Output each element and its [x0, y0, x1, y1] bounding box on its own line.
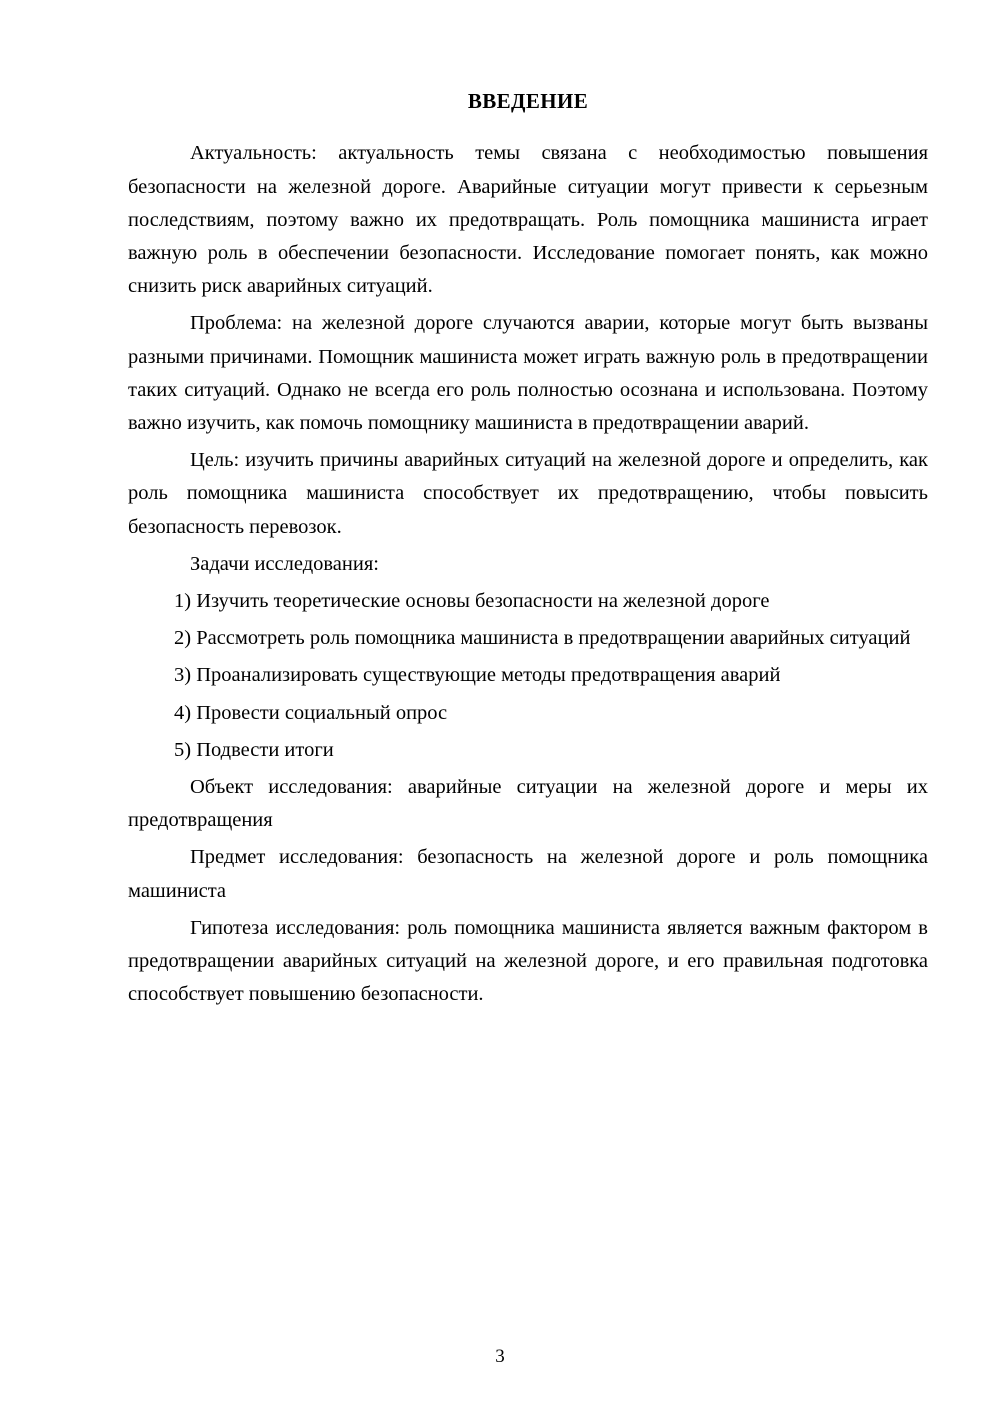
- paragraph-relevance: Актуальность: актуальность темы связана с необходимостью повышения безопасности на железной дороге. Аварийные ситуации могут привести к серьезным последствиям, поэтому важно их предотвращать. Роль помощника машиниста играет важную роль в обеспечении безопасности. Исследование помогает понять, как можно снизить риск аварийных ситуаций.: [128, 142, 928, 298]
- paragraph-goal: Цель: изучить причины аварийных ситуаций на железной дороге и определить, как роль помощника машиниста способствует их предотвращению, чтобы повысить безопасность перевозок.: [128, 449, 928, 538]
- list-item: 4) Провести социальный опрос: [174, 701, 448, 724]
- page-number: 3: [495, 1346, 505, 1367]
- paragraph-problem: Проблема: на железной дороге случаются аварии, которые могут быть вызваны разными причинами. Помощник машиниста может играть важную роль в предотвращении таких ситуаций. Однако не всегда его роль полностью осознана и использована. Поэтому важно изучить, как помочь помощнику машиниста в предотвращении аварий.: [128, 312, 928, 434]
- list-item: 1) Изучить теоретические основы безопасности на железной дороге: [174, 589, 770, 612]
- list-item: 5) Подвести итоги: [174, 738, 334, 761]
- paragraph-tasks-heading: Задачи исследования:: [190, 552, 379, 575]
- list-item: 3) Проанализировать существующие методы предотвращения аварий: [174, 664, 781, 687]
- paragraph-subject: Предмет исследования: безопасность на железной дороге и роль помощника машиниста: [128, 846, 928, 902]
- paragraph-object: Объект исследования: аварийные ситуации на железной дороге и меры их предотвращения: [128, 775, 928, 832]
- paragraph-hypothesis: Гипотеза исследования: роль помощника машиниста является важным фактором в предотвращении аварийных ситуаций на железной дороге, и его правильная подготовка способствует повышению безопасности.: [128, 916, 928, 1006]
- page-title: ВВЕДЕНИЕ: [467, 89, 589, 113]
- list-item: 2) Рассмотреть роль помощника машиниста в предотвращении аварийных ситуаций: [174, 627, 911, 650]
